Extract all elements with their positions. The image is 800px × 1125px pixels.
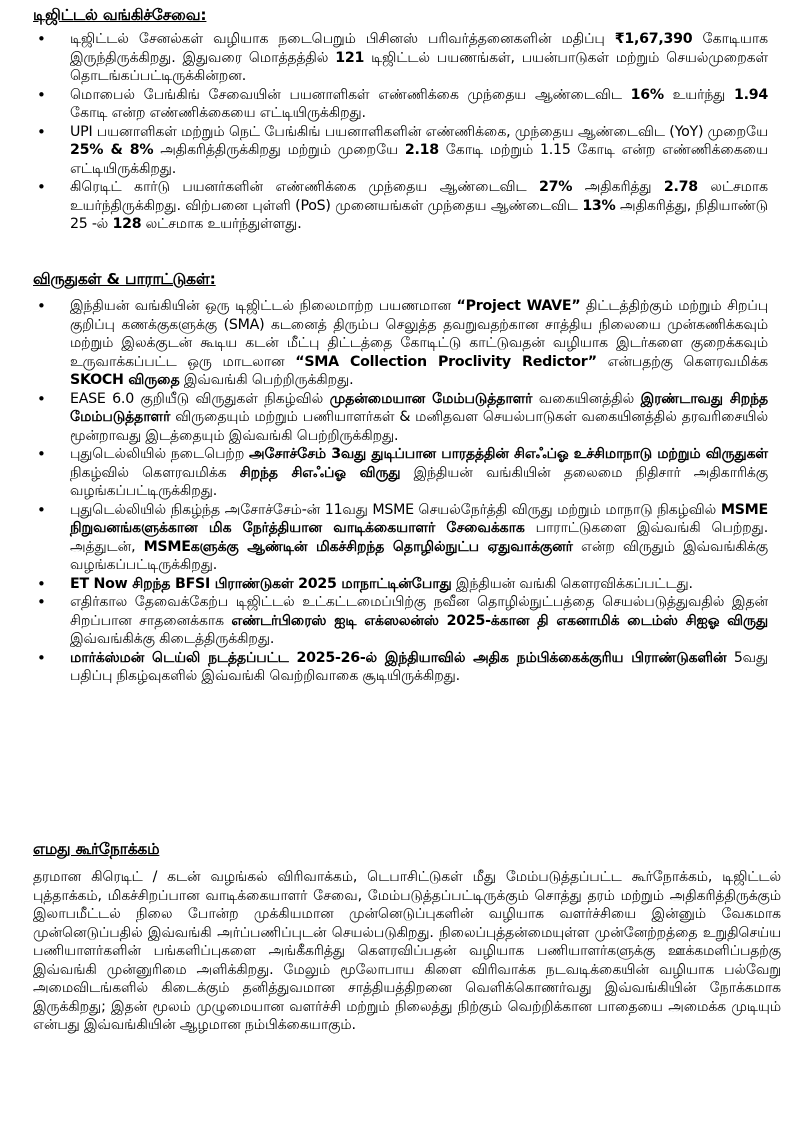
bold-highlight: 25% & 8% (70, 142, 154, 158)
bold-highlight: 2.78 (663, 179, 698, 195)
awards-list-item (0, 593, 792, 649)
text-segment: திட்டத்திற்கும் மற்றும் சிறப்பு குறிப்பு கணக்குகளுக்கு (SMA) கடனைத் திரும்ப செலுத்த தவறுவதற்கான சாத்திய நிலையை முன்கணிக்கவும் மற்றும் இலக்குடன் கூடிய கடன் மீட்பு திட்டத்தை கோடிட்டு காட்டுவதன் வழியாக இடர்களை குறைக்கவும் உருவாக்கப்பட்ட ஒரு மாடலான (70, 298, 768, 370)
bold-highlight: 128 (112, 216, 142, 232)
text-segment: கிரெடிட் கார்டு பயனர்களின் எண்ணிக்கை முந்தைய ஆண்டைவிட (70, 179, 540, 195)
awards-list-item (0, 575, 792, 594)
digital-list-item (0, 30, 792, 86)
text-segment: இந்தியன் வங்கி கௌரவிக்கப்பட்டது. (451, 575, 693, 592)
text-segment: EASE 6.0 குறியீடு விருதுகள் நிகழ்வில் (70, 390, 330, 407)
bold-highlight: இரண்டாவது சிறந்த மேம்படுத்தாளர் (70, 390, 768, 425)
bold-highlight: “SMA Collection Proclivity Redictor” (295, 353, 597, 370)
text-segment: வகையினத்தில் (532, 390, 641, 407)
awards-list-item (0, 501, 792, 575)
bold-highlight: 121 (335, 49, 365, 66)
text-segment: இவ்வங்கிக்கு கிடைத்திருக்கிறது. (70, 631, 275, 647)
text-segment: லட்சமாக உயர்ந்துள்ளது. (141, 216, 302, 232)
bold-highlight: முதன்மையான மேம்படுத்தாளர் (329, 390, 533, 407)
awards-list-item (0, 390, 792, 446)
outlook-heading: எமது கூர்நோக்கம் (33, 840, 160, 858)
digital-banking-heading: டிஜிட்டல் வங்கிச்சேவை: (33, 6, 207, 24)
text-segment: மொபைல் பேங்கிங் சேவையின் பயனாளிகள் எண்ணிக்கை முந்தைய ஆண்டைவிட (70, 86, 631, 103)
text-segment: UPI பயனாளிகள் மற்றும் நெட் பேங்கிங் பயனாளிகளின் எண்ணிக்கை, முந்தைய ஆண்டைவிட (YoY) முறையே (70, 123, 768, 140)
text-segment: உயர்ந்து (663, 86, 734, 103)
bold-highlight: மார்க்ஸ்மன் டெய்லி நடத்தப்பட்ட 2025-26-ல் இந்தியாவில் அதிக நம்பிக்கைக்குரிய பிராண்டுகளின் (70, 649, 727, 666)
bold-highlight: “Project WAVE” (456, 298, 581, 314)
bold-highlight: எண்டர்பிரைஸ் ஐடி எக்ஸலன்ஸ் 2025-க்கான தி எகனாமிக் டைம்ஸ் சிஐஓ விருது (231, 612, 768, 629)
awards-list-item (0, 649, 792, 686)
digital-list-item (0, 86, 792, 123)
text-segment: அதிகரித்திருக்கிறது மற்றும் முறையே (153, 142, 405, 158)
text-segment: 5வது பதிப்பு நிகழ்வுகளில் இவ்வங்கி வெற்றிவாகை சூடியிருக்கிறது. (70, 649, 769, 684)
text-segment: இந்தியன் வங்கியின் ஒரு டிஜிட்டல் நிலைமாற்ற பயணமான (70, 298, 457, 314)
text-segment: இவ்வங்கி பெற்றிருக்கிறது. (179, 372, 354, 388)
bold-highlight: MSMEகளுக்கு ஆண்டின் மிகச்சிறந்த தொழில்நுட்ப ஏதுவாக்குனர் (143, 538, 573, 555)
bold-highlight: ₹1,67,390 (614, 31, 693, 47)
awards-list (0, 297, 792, 686)
bold-highlight: 2.18 (404, 142, 439, 158)
bold-highlight: 16% (630, 86, 664, 103)
bold-highlight: அசோச்சேம் 3வது துடிப்பான பாரதத்தின் சிஎஃப்ஓ உச்சிமாநாடு மற்றும் விருதுகள் (248, 446, 768, 462)
digital-banking-list (0, 30, 792, 234)
text-segment: என்ற விருதும் இவ்வங்கிக்கு வழங்கப்பட்டிருக்கிறது. (70, 538, 768, 573)
bold-highlight: SKOCH விருதை (70, 372, 180, 388)
bold-highlight: MSME நிறுவனங்களுக்கான மிக நேர்த்தியான வாடிக்கையாளர் சேவைக்காக (70, 501, 768, 536)
digital-list-item (0, 178, 792, 234)
bold-highlight: ET Now சிறந்த BFSI பிராண்டுகள் 2025 மாநாட்டின்போது (70, 575, 452, 592)
digital-list-item (0, 123, 792, 179)
bold-highlight: 27% (539, 179, 573, 195)
text-segment: டிஜிட்டல் சேனல்கள் வழியாக நடைபெறும் பிசினஸ் பரிவர்த்தனைகளின் மதிப்பு (70, 31, 615, 47)
text-segment: அதிகரித்து, நிதியாண்டு 25 -ல் (70, 197, 768, 232)
text-segment: கோடி என்ற எண்ணிக்கையை எட்டியிருக்கிறது. (70, 105, 366, 121)
text-segment: கோடி மற்றும் 1.15 கோடி என்ற எண்ணிக்கையை எட்டியிருக்கிறது. (70, 142, 768, 177)
awards-list-item (0, 297, 792, 390)
outlook-paragraph: தரமான கிரெடிட் / கடன் வழங்கல் விரிவாக்கம், டெபாசிட்டுகள் மீது மேம்படுத்தப்பட்ட கூர்நோக்கம், டிஜிட்டல் புத்தாக்கம், மிகச்சிறப்பான வாடிக்கையாளர் சேவை, மேம்படுத்தப்பட்டிருக்கும் சொத்து தரம் மற்றும் அதிகரித்திருக்கும் இலாபமீட்டல் நிலை போன்ற முக்கியமான முன்னெடுப்புகளின் வழியாக வளர்ச்சியை இன்னும் வேகமாக முன்னெடுப்பதில் இவ்வங்கி அர்ப்பணிப்புடன் செயல்படுகிறது. நிலைப்புத்தன்மையுள்ள முன்னேற்றத்தை உறுதிசெய்ய பணியாளர்களின் பங்களிப்புகளை அங்கீகரித்து கௌரவிப்பதன் வழியாக பணியாளர்களுக்கு ஊக்கமளிப்பதற்கு இவ்வங்கி முன்னுரிமை அளிக்கிறது. மேலும் மூலோபாய கிளை விரிவாக்க நடவடிக்கையின் வழியாக பல்வேறு அமைவிடங்களில் கிடைக்கும் தனித்துவமான சாத்தியத்திறனை வெளிக்கொணர்வது இவ்வங்கியின் நோக்கமாக இருக்கிறது; இதன் மூலம் முழுமையான வளர்ச்சி மற்றும் நிலைத்து நிற்கும் வெற்றிக்கான பாதையை அமைக்க முடியும் என்பது இவ்வங்கியின் ஆழமான நம்பிக்கையாகும். (33, 869, 781, 1033)
text-segment: எதிர்கால தேவைக்கேற்ப டிஜிட்டல் உட்கட்டமைப்பிற்கு நவீன தொழில்நுட்பத்தை செயல்படுத்துவதில் இதன் சிறப்பான சாதனைக்காக (70, 594, 768, 629)
text-segment: கோடியாக இருந்திருக்கிறது. இதுவரை மொத்தத்தில் (70, 31, 769, 66)
text-segment: நிகழ்வில் கௌரவமிக்க (70, 464, 240, 481)
text-segment: விருதையும் மற்றும் பணியாளர்கள் & மனிதவள செயல்பாடுகள் வகையினத்தில் தரவரிசையில் மூன்றாவது இடத்தையும் இவ்வங்கி பெற்றிருக்கிறது. (70, 409, 768, 444)
text-segment: என்பதற்கு கௌரவமிக்க (596, 353, 768, 370)
text-segment: லட்சமாக உயர்ந்திருக்கிறது. விற்பனை புள்ளி (PoS) முனையங்கள் முந்தைய ஆண்டைவிட (70, 179, 768, 214)
bold-highlight: 13% (582, 197, 616, 214)
text-segment: புதுடெல்லியில் நிகழ்ந்த அசோச்சேம்-ன் 11வது MSME செயல்நேர்த்தி விருது மற்றும் மாநாடு நிகழ்வில் (70, 501, 721, 518)
awards-list-item (0, 445, 792, 501)
awards-heading: விருதுகள் & பாராட்டுகள்: (33, 270, 216, 288)
text-segment: பாராட்டுகளை இவ்வங்கி பெற்றது. அத்துடன், (70, 520, 768, 555)
bold-highlight: சிறந்த சிஎஃப்ஓ விருது (239, 464, 401, 481)
text-segment: அதிகரித்து (572, 179, 664, 195)
text-segment: புதுடெல்லியில் நடைபெற்ற (70, 446, 249, 462)
text-segment: டிஜிட்டல் பயணங்கள், பயன்பாடுகள் மற்றும் செயல்முறைகள் தொடங்கப்பட்டிருக்கின்றன. (70, 49, 768, 84)
text-segment: இந்தியன் வங்கியின் தலைமை நிதிசார் அதிகாரிக்கு வழங்கப்பட்டிருக்கிறது. (70, 464, 768, 499)
bold-highlight: 1.94 (733, 86, 768, 103)
